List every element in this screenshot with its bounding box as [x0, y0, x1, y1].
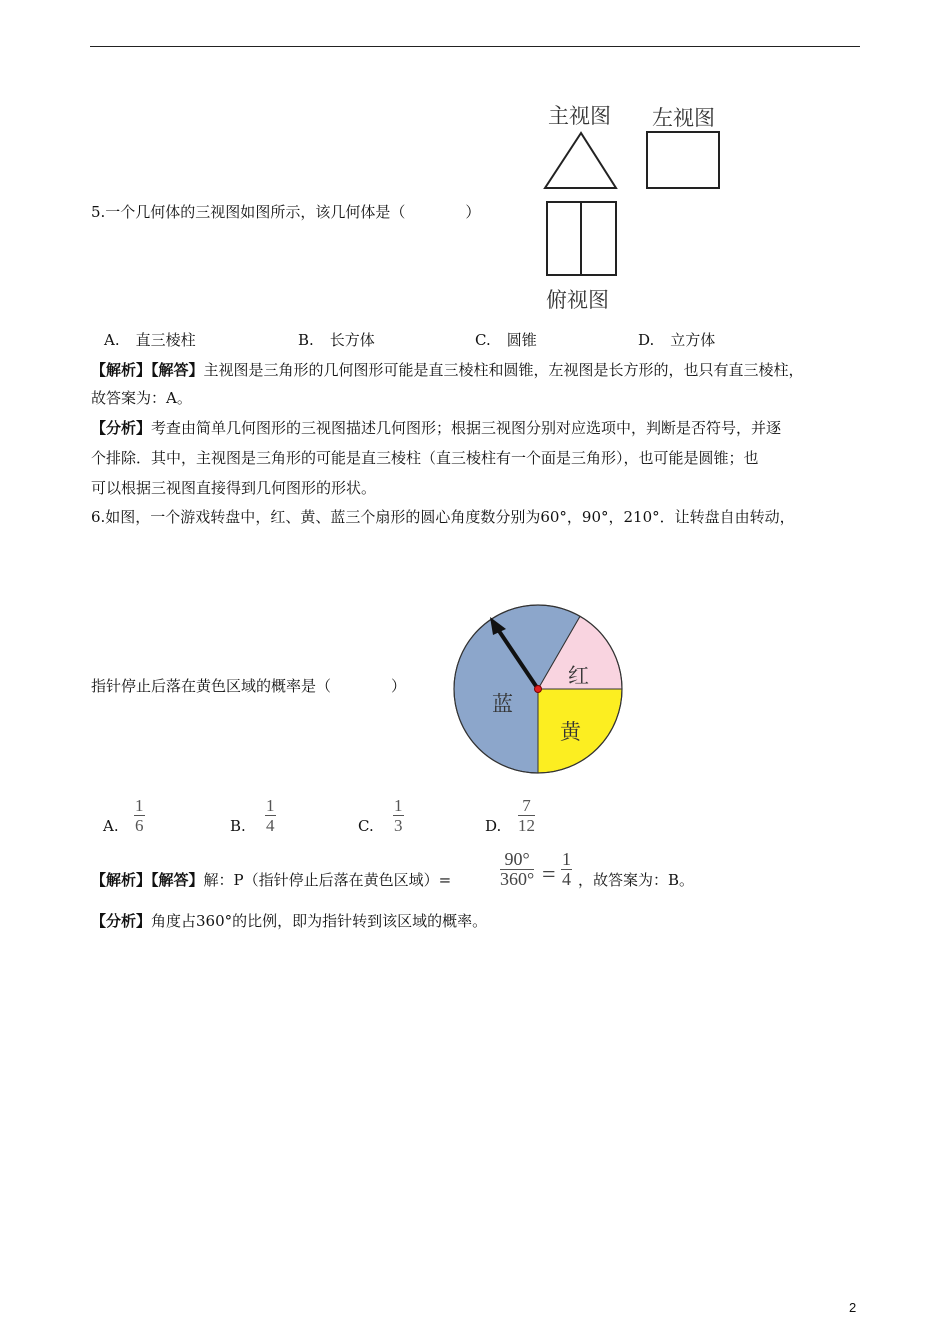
q5-option-c: C. 圆锥: [475, 331, 537, 349]
q6-stem-line2: 指针停止后落在黄色区域的概率是（ ）: [91, 677, 407, 695]
q5-option-a: A. 直三棱柱: [104, 331, 196, 349]
q6-answer-equals: =: [542, 862, 556, 888]
q6-answer-fraction-1: 90° 360°: [500, 849, 535, 889]
q6-option-b-letter: B.: [230, 817, 246, 835]
q6-option-c-letter: C.: [358, 817, 374, 835]
q6-option-a-fraction: 1 6: [135, 796, 144, 835]
front-view-label: 主视图: [548, 104, 611, 128]
header-rule: [90, 46, 860, 47]
q5-remark-line3: 可以根据三视图直接得到几何图形的形状。: [91, 479, 377, 497]
three-view-figure: [540, 128, 730, 288]
q5-option-b: B. 长方体: [298, 331, 375, 349]
q6-stem-line1: 6.如图，一个游戏转盘中，红、黄、蓝三个扇形的圆心角度数分别为60°，90°，210°．让转盘自由转动，: [91, 508, 795, 526]
spinner-center: [535, 686, 542, 693]
q5-remark-line2: 个排除．其中，主视图是三角形的可能是直三棱柱（直三棱柱有一个面是三角形），也可能是圆锥；也: [91, 449, 759, 467]
q5-answer-line1: 【解析】【解答】主视图是三角形的几何图形可能是直三棱柱和圆锥，左视图是长方形的，也只有直三棱柱，: [91, 361, 804, 379]
q5-stem: 5.一个几何体的三视图如图所示，该几何体是（ ）: [91, 203, 481, 221]
left-view-rectangle: [647, 132, 719, 188]
q6-option-b-fraction: 1 4: [266, 796, 275, 835]
sector-label-red: 红: [568, 664, 589, 688]
q5-remark-line1: 【分析】考查由简单几何图形的三视图描述几何图形；根据三视图分别对应选项中，判断是否符号，并逐: [91, 419, 782, 437]
q5-answer-line2: 故答案为：A。: [91, 389, 192, 407]
spinner-figure: [450, 600, 630, 780]
q6-answer-suffix: ，故答案为：B。: [578, 871, 695, 889]
q6-answer-fraction-2: 1 4: [562, 849, 571, 889]
q6-option-d-letter: D.: [485, 817, 502, 835]
q5-option-d: D. 立方体: [638, 331, 716, 349]
sector-label-yellow: 黄: [560, 720, 581, 744]
left-view-label: 左视图: [652, 106, 715, 130]
q6-answer: 【解析】【解答】解：P（指针停止后落在黄色区域）=: [91, 871, 452, 889]
top-view-label: 俯视图: [546, 288, 609, 312]
sector-label-blue: 蓝: [492, 692, 513, 716]
q6-option-a-letter: A.: [103, 817, 119, 835]
q6-remark: 【分析】角度占360°的比例，即为指针转到该区域的概率。: [91, 912, 488, 930]
front-view-triangle: [545, 133, 616, 188]
page-number: 2: [849, 1300, 857, 1315]
q6-option-c-fraction: 1 3: [394, 796, 403, 835]
q6-option-d-fraction: 7 12: [518, 796, 535, 835]
